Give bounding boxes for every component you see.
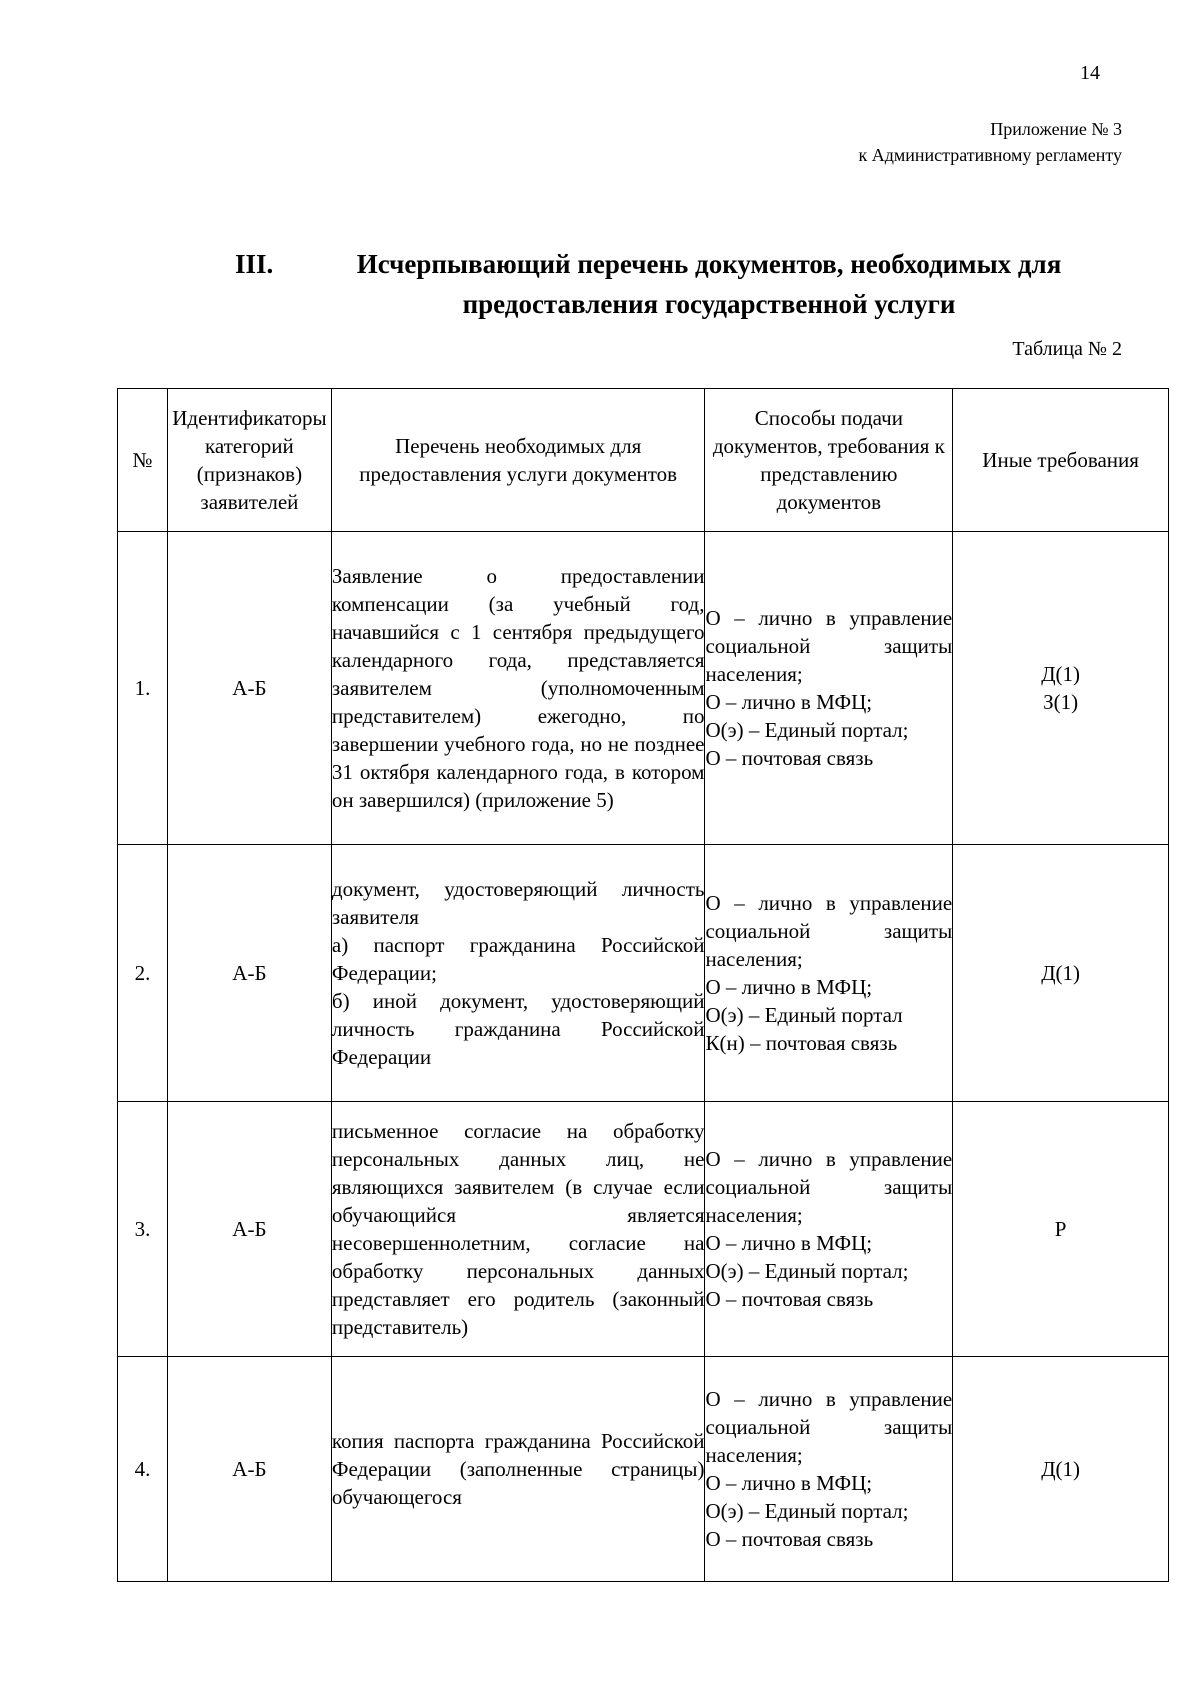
header-category: Идентификаторы категорий (признаков) заявителей bbox=[167, 389, 331, 532]
row-methods bbox=[705, 1357, 953, 1582]
row-document bbox=[331, 845, 705, 1102]
row-other-requirements bbox=[953, 532, 1169, 845]
method-line: О – лично в управление социальной защиты населения; bbox=[705, 606, 953, 686]
method-line: О(э) – Единый портал bbox=[705, 1003, 903, 1027]
row-number: 4. bbox=[118, 1357, 168, 1582]
method-line: К(н) – почтовая связь bbox=[705, 1031, 898, 1055]
table-row bbox=[118, 1102, 1169, 1357]
section-title-line-2: предоставления государственной услуги bbox=[462, 289, 956, 319]
method-line: О – лично в управление социальной защиты населения; bbox=[705, 891, 953, 971]
row-other-requirements bbox=[953, 1357, 1169, 1582]
row-methods bbox=[705, 1102, 953, 1357]
method-line: О – лично в МФЦ; bbox=[705, 1231, 873, 1255]
table-row bbox=[118, 1357, 1169, 1582]
row-category: А-Б bbox=[167, 845, 331, 1102]
appendix-line-1: Приложение № 3 bbox=[990, 119, 1122, 139]
document-line: а) паспорт гражданина Российской Федерации; bbox=[331, 933, 705, 985]
table-row bbox=[118, 845, 1169, 1102]
appendix-line-2: к Административному регламенту bbox=[858, 145, 1122, 165]
other-line: Р bbox=[1054, 1217, 1067, 1241]
appendix-header bbox=[858, 116, 1122, 168]
method-line: О(э) – Единый портал; bbox=[705, 1259, 909, 1283]
other-line: Д(1) bbox=[1041, 961, 1081, 985]
section-title bbox=[235, 244, 1105, 324]
row-category: А-Б bbox=[167, 1357, 331, 1582]
row-methods bbox=[705, 845, 953, 1102]
header-number: № bbox=[118, 389, 168, 532]
row-category: А-Б bbox=[167, 532, 331, 845]
section-title-line-1: Исчерпывающий перечень документов, необходимых для bbox=[356, 249, 1062, 279]
header-documents: Перечень необходимых для предоставления услуги документов bbox=[331, 389, 705, 532]
row-document: копия паспорта гражданина Российской Федерации (заполненные страницы) обучающегося bbox=[331, 1357, 705, 1582]
row-number: 3. bbox=[118, 1102, 168, 1357]
document-line: б) иной документ, удостоверяющий личность гражданина Российской Федерации bbox=[331, 989, 705, 1069]
method-line: О(э) – Единый портал; bbox=[705, 1499, 909, 1523]
table-row bbox=[118, 532, 1169, 845]
page-number: 14 bbox=[1080, 62, 1100, 84]
method-line: О(э) – Единый портал; bbox=[705, 718, 909, 742]
row-methods bbox=[705, 532, 953, 845]
method-line: О – лично в МФЦ; bbox=[705, 690, 873, 714]
method-line: О – почтовая связь bbox=[705, 746, 874, 770]
header-other: Иные требования bbox=[953, 389, 1169, 532]
row-other-requirements bbox=[953, 1102, 1169, 1357]
method-line: О – лично в управление социальной защиты населения; bbox=[705, 1387, 953, 1467]
row-category: А-Б bbox=[167, 1102, 331, 1357]
section-number: III. bbox=[235, 249, 274, 279]
method-line: О – лично в МФЦ; bbox=[705, 975, 873, 999]
row-document: Заявление о предоставлении компенсации (за учебный год, начавшийся с 1 сентября предыдущего календарного года, представляется заявителем (уполномоченным представителем) ежегодно, по завершении учебного года, но не позднее 31 октября календарного года, в котором он завершился) (приложение 5) bbox=[331, 532, 705, 845]
table-caption: Таблица № 2 bbox=[1012, 338, 1122, 360]
method-line: О – почтовая связь bbox=[705, 1527, 874, 1551]
other-line: Д(1) bbox=[1041, 662, 1081, 686]
header-methods: Способы подачи документов, требования к представлению документов bbox=[705, 389, 953, 532]
document-line: документ, удостоверяющий личность заявителя bbox=[331, 877, 705, 929]
method-line: О – лично в управление социальной защиты населения; bbox=[705, 1147, 953, 1227]
other-line: Д(1) bbox=[1041, 1457, 1081, 1481]
method-line: О – почтовая связь bbox=[705, 1287, 874, 1311]
row-number: 2. bbox=[118, 845, 168, 1102]
row-document: письменное согласие на обработку персональных данных лиц, не являющихся заявителем (в случае если обучающийся является несовершеннолетним, согласие на обработку персональных данных представляет его родитель (законный представитель) bbox=[331, 1102, 705, 1357]
table-header-row bbox=[118, 389, 1169, 532]
other-line: З(1) bbox=[1043, 690, 1079, 714]
row-number: 1. bbox=[118, 532, 168, 845]
row-other-requirements bbox=[953, 845, 1169, 1102]
method-line: О – лично в МФЦ; bbox=[705, 1471, 873, 1495]
documents-table bbox=[117, 388, 1169, 1582]
